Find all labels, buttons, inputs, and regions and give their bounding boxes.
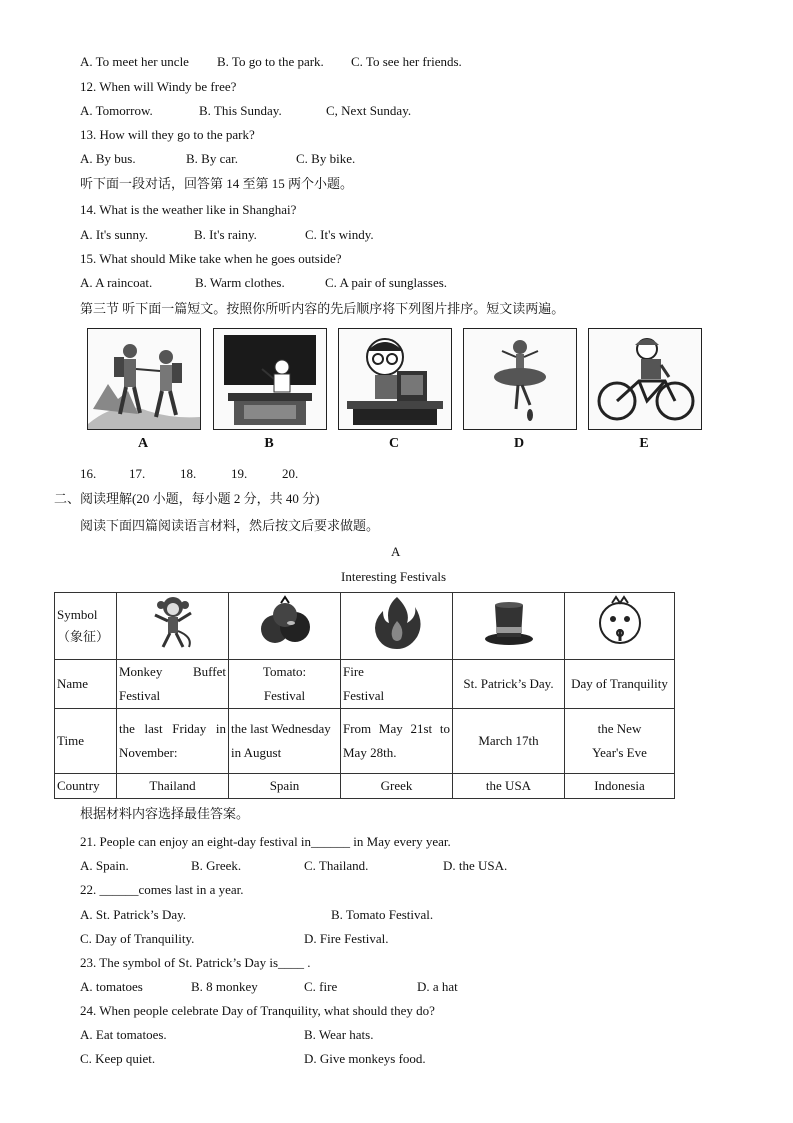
time-cell — [341, 709, 453, 774]
time-cell: March 17th — [453, 709, 565, 774]
time-cell — [565, 709, 675, 774]
picture-label-d: D — [513, 436, 525, 451]
q21-option-d: D. the USA. — [443, 858, 508, 873]
boy-computer-icon — [339, 329, 451, 429]
table-row — [55, 774, 675, 799]
quiet-face-icon — [590, 593, 650, 651]
time-word: in August — [231, 745, 282, 760]
q21-option-b: B. Greek. — [191, 858, 242, 873]
name-word: Fire — [343, 664, 364, 679]
festival-table — [54, 592, 675, 799]
choose-instruction: 根据材料内容选择最佳答案。 — [80, 806, 250, 821]
q23-question: 23. The symbol of St. Patrick’s Day is____ . — [80, 955, 311, 970]
q13-option-a: A. By bus. — [80, 151, 136, 166]
q23-option-c: C. fire — [304, 979, 338, 994]
time-word: to — [439, 721, 450, 736]
table-row — [55, 660, 675, 709]
q15-option-b: B. Warm clothes. — [195, 275, 285, 290]
q12-option-b: B. This Sunday. — [199, 103, 282, 118]
picture-label-a: A — [137, 436, 149, 451]
picture-a — [87, 328, 201, 430]
name-word: Festival — [343, 688, 385, 703]
symbol-cell — [341, 593, 453, 660]
symbol-label: Symbol — [57, 607, 98, 622]
q22-question: 22. ______comes last in a year. — [80, 882, 244, 897]
country-cell: Spain — [229, 774, 341, 799]
q23-option-a: A. tomatoes — [80, 979, 143, 994]
q13-option-b: B. By car. — [186, 151, 238, 166]
q22-option-c: C. Day of Tranquility. — [80, 931, 195, 946]
time-word: November: — [119, 745, 178, 760]
picture-label-c: C — [388, 436, 400, 451]
name-word: Buffet — [193, 664, 226, 679]
q22-option-d: D. Fire Festival. — [304, 931, 389, 946]
name-cell — [341, 660, 453, 709]
part-2-instruction: 阅读下面四篇阅读语言材料，然后按文后要求做题。 — [80, 518, 380, 533]
hat-icon — [479, 593, 539, 651]
country-cell: Indonesia — [565, 774, 675, 799]
name-word: Tomato: — [262, 664, 307, 679]
picture-b — [213, 328, 327, 430]
symbol-label-cell — [55, 593, 117, 660]
cyclist-icon — [589, 329, 701, 429]
symbol-cell — [229, 593, 341, 660]
q24-question: 24. When people celebrate Day of Tranquility, what should they do? — [80, 1003, 435, 1018]
country-cell: Greek — [341, 774, 453, 799]
q22-option-b: B. Tomato Festival. — [331, 907, 434, 922]
answer-number-20: 20. — [282, 466, 299, 481]
picture-e — [588, 328, 702, 430]
section-3-instruction: 第三节 听下面一篇短文。按照你所听内容的先后顺序将下列图片排序。短文读两遍。 — [80, 301, 565, 316]
q21-question: 21. People can enjoy an eight-day festival in______ in May every year. — [80, 834, 451, 849]
symbol-cell — [117, 593, 229, 660]
q15-option-c: C. A pair of sunglasses. — [325, 275, 448, 290]
q12-question: 12. When will Windy be free? — [80, 79, 237, 94]
name-label-cell: Name — [55, 660, 117, 709]
time-line — [343, 717, 450, 741]
q21-option-c: C. Thailand. — [304, 858, 369, 873]
table-row — [55, 709, 675, 774]
time-cell — [117, 709, 229, 774]
q14-option-a: A. It's sunny. — [80, 227, 148, 242]
time-word: Year's Eve — [592, 745, 647, 760]
instruction-14-15: 听下面一段对话，回答第 14 至第 15 两个小题。 — [80, 176, 354, 191]
q23-option-b: B. 8 monkey — [191, 979, 258, 994]
passage-letter: A — [391, 544, 401, 559]
picture-label-e: E — [639, 436, 649, 451]
country-cell: Thailand — [117, 774, 229, 799]
country-label-cell: Country — [55, 774, 117, 799]
answer-number-18: 18. — [180, 466, 197, 481]
picture-label-b: B — [264, 436, 274, 451]
tomatoes-icon — [253, 593, 317, 651]
time-word: the New — [597, 721, 642, 736]
picture-d — [463, 328, 577, 430]
name-cell: St. Patrick’s Day. — [453, 660, 565, 709]
name-word: Festival — [263, 688, 306, 703]
time-word: the — [119, 721, 135, 736]
q13-option-c: C. By bike. — [296, 151, 356, 166]
name-line — [119, 660, 226, 684]
name-cell — [117, 660, 229, 709]
part-2-title: 二、阅读理解(20 小题，每小题 2 分，共 40 分) — [54, 491, 320, 506]
time-word: May 28th. — [343, 745, 397, 760]
time-word: in — [215, 721, 226, 736]
q12-option-c: C, Next Sunday. — [326, 103, 412, 118]
answer-number-17: 17. — [129, 466, 146, 481]
passage-title: Interesting Festivals — [341, 569, 447, 584]
hikers-icon — [88, 329, 200, 429]
time-word: the last Wednesday — [231, 721, 331, 736]
q14-question: 14. What is the weather like in Shanghai? — [80, 202, 297, 217]
time-cell — [229, 709, 341, 774]
q23-option-d: D. a hat — [417, 979, 458, 994]
q22-option-a: A. St. Patrick’s Day. — [80, 907, 187, 922]
picture-row — [84, 328, 704, 456]
q14-option-b: B. It's rainy. — [194, 227, 257, 242]
ballet-dancer-icon — [464, 329, 576, 429]
q24-option-a: A. Eat tomatoes. — [80, 1027, 167, 1042]
table-row — [55, 593, 675, 660]
q11-option-b: B. To go to the park. — [217, 54, 324, 69]
symbol-cell — [453, 593, 565, 660]
q24-option-c: C. Keep quiet. — [80, 1051, 156, 1066]
q12-option-a: A. Tomorrow. — [80, 103, 153, 118]
name-cell — [229, 660, 341, 709]
q21-option-a: A. Spain. — [80, 858, 129, 873]
symbol-label-cn: （象征） — [57, 629, 110, 644]
name-word: Monkey — [119, 664, 163, 679]
symbol-cell — [565, 593, 675, 660]
time-word: Friday — [172, 721, 207, 736]
name-word: Festival — [119, 688, 161, 703]
time-line — [119, 717, 226, 741]
q24-option-d: D. Give monkeys food. — [304, 1051, 426, 1066]
q24-option-b: B. Wear hats. — [304, 1027, 374, 1042]
name-cell: Day of Tranquility — [565, 660, 675, 709]
country-cell: the USA — [453, 774, 565, 799]
q15-question: 15. What should Mike take when he goes outside? — [80, 251, 342, 266]
q14-option-c: C. It's windy. — [305, 227, 374, 242]
answer-number-19: 19. — [231, 466, 248, 481]
time-word: From — [343, 721, 372, 736]
teacher-blackboard-icon — [214, 329, 326, 429]
q13-question: 13. How will they go to the park? — [80, 127, 255, 142]
monkey-icon — [143, 593, 203, 651]
q15-option-a: A. A raincoat. — [80, 275, 153, 290]
time-label-cell: Time — [55, 709, 117, 774]
q11-option-a: A. To meet her uncle — [80, 54, 189, 69]
time-word: May — [378, 721, 403, 736]
q11-option-c: C. To see her friends. — [351, 54, 462, 69]
fire-icon — [367, 593, 427, 651]
picture-c — [338, 328, 452, 430]
answer-number-16: 16. — [80, 466, 97, 481]
time-word: 21st — [410, 721, 433, 736]
time-word: last — [144, 721, 163, 736]
